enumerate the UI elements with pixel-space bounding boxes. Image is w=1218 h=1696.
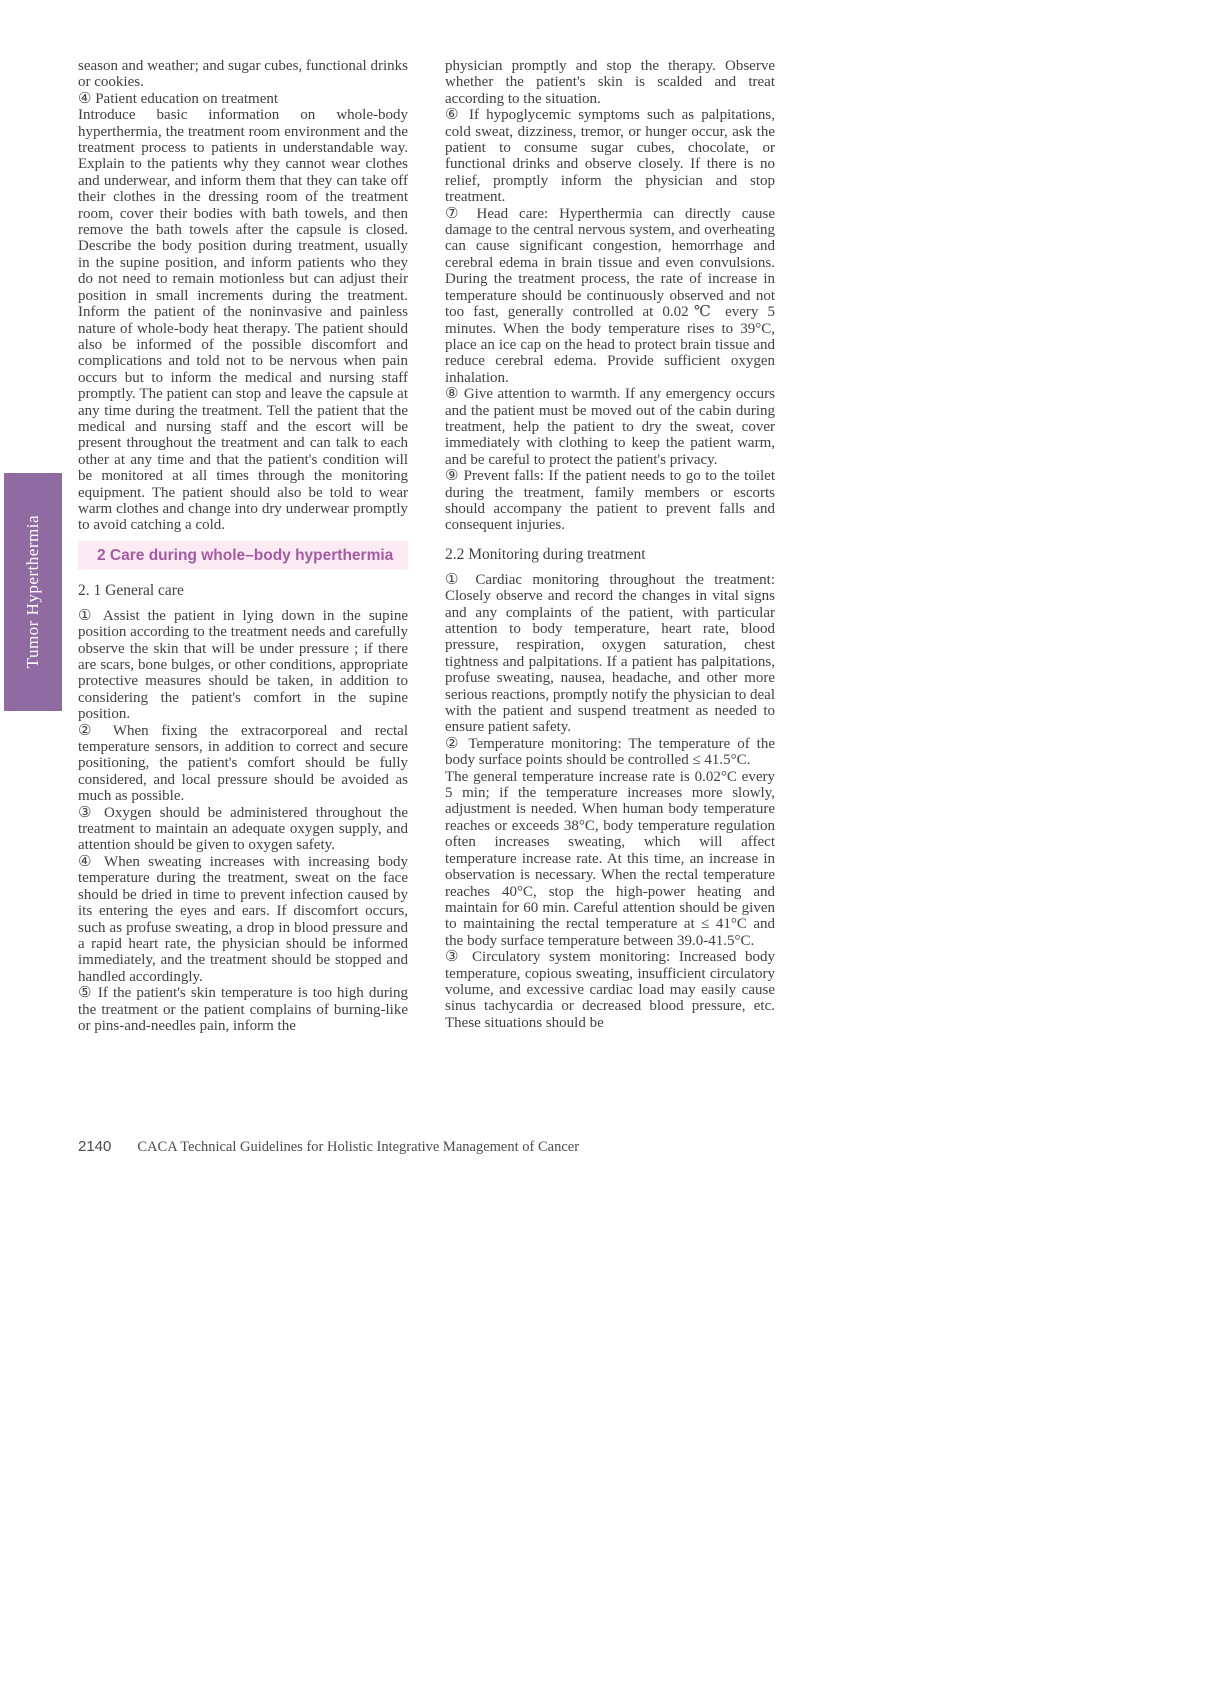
section-heading: 2 Care during whole–body hyperthermia xyxy=(78,541,408,570)
body-paragraph: ⑦ Head care: Hyperthermia can directly cause damage to the central nervous system, and overheating can cause significant congestion, hemorrhage and cerebral edema in brain tissue and even convulsions. During the treatment process, the rate of increase in temperature should be continuously observed and not too fast, generally controlled at 0.02℃ every 5 minutes. When the body temperature rises to 39°C, place an ice cap on the head to protect brain tissue and reduce cerebral edema. Provide sufficient oxygen inhalation. xyxy=(445,205,775,386)
body-paragraph: ④ Patient education on treatment xyxy=(78,90,279,107)
body-paragraph: ⑥ If hypoglycemic symptoms such as palpitations, cold sweat, dizziness, tremor, or hunger occur, ask the patient to consume sugar cubes, chocolate, or functional drinks and observe closely. If there is no relief, promptly inform the physician and stop treatment. xyxy=(445,107,775,206)
chapter-side-tab xyxy=(4,473,62,711)
body-paragraph: ⑧ Give attention to warmth. If any emergency occurs and the patient must be moved out of the cabin during treatment, help the patient to dry the sweat, cover immediately with clothing to keep the patient warm, and be careful to protect the patient's privacy. xyxy=(445,386,775,468)
left-column xyxy=(78,58,408,1034)
body-paragraph: ⑨ Prevent falls: If the patient needs to go to the toilet during the treatment, family members or escorts should accompany the patient to prevent falls and consequent injuries. xyxy=(445,468,775,534)
body-paragraph: ② Temperature monitoring: The temperature of the body surface points should be controlled ≤ 41.5°C. xyxy=(445,735,775,769)
body-paragraph: ③ Oxygen should be administered throughout the treatment to maintain an adequate oxygen supply, and attention should be given to oxygen safety. xyxy=(78,804,408,854)
page-footer xyxy=(78,1138,579,1156)
subsection-heading: 2.2 Monitoring during treatment xyxy=(445,545,646,563)
body-paragraph: ⑤ If the patient's skin temperature is too high during the treatment or the patient complains of burning-like or pins-and-needles pain, inform the xyxy=(78,985,408,1034)
body-paragraph: The general temperature increase rate is 0.02°C every 5 min; if the temperature increases more slowly, adjustment is needed. When human body temperature reaches or exceeds 38°C, body temperature regulation often increases sweating, which will affect temperature increase rate. At this time, an increase in observation is necessary. When the rectal temperature reaches 40°C, stop the high-power heating and maintain for 60 min. Careful attention should be given to maintaining the rectal temperature at ≤ 41°C and the body surface temperature between 39.0-41.5°C. xyxy=(445,768,775,949)
body-paragraph: ② When fixing the extracorporeal and rectal temperature sensors, in addition to correct and secure positioning, the patient's comfort should be fully considered, and local pressure should be avoided as much as possible. xyxy=(78,722,408,805)
right-column xyxy=(445,58,775,1034)
subsection-heading: 2. 1 General care xyxy=(78,581,184,599)
book-title: CACA Technical Guidelines for Holistic Integrative Management of Cancer xyxy=(137,1139,580,1155)
body-paragraph: ③ Circulatory system monitoring: Increased body temperature, copious sweating, insufficient circulatory volume, and excessive cardiac load may easily cause sinus tachycardia or decreased blood pressure, etc. These situations should be xyxy=(445,949,775,1031)
body-paragraph: physician promptly and stop the therapy. Observe whether the patient's skin is scalded and treat according to the situation. xyxy=(445,58,775,107)
body-paragraph: Introduce basic information on whole-body hyperthermia, the treatment room environment and the treatment process to patients in understandable way. Explain to the patients why they cannot wear clothes and underwear, and inform them that they can take off their clothes in the dressing room of the treatment room, cover their bodies with bath towels, and then remove the bath towels after the capsule is closed. Describe the body position during treatment, usually in the supine position, and inform patients who they do not need to remain motionless but can adjust their position in small increments during the treatment. Inform the patient of the noninvasive and painless nature of whole-body heat therapy. The patient should also be informed of the possible discomfort and complications and told not to be nervous when pain occurs but to inform the medical and nursing staff promptly. The patient can stop and leave the capsule at any time during the treatment. Tell the patient that the medical and nursing staff and the escort will be present throughout the treatment and can talk to each other at any time and that the patient's condition will be monitored at all times through the monitoring equipment. The patient should also be told to wear warm clothes and change into dry underwear promptly to avoid catching a cold. xyxy=(78,107,408,534)
page-number: 2140 xyxy=(78,1138,112,1155)
body-paragraph: ① Assist the patient in lying down in the supine position according to the treatment needs and carefully observe the skin that will be under pressure ; if there are scars, bone bulges, or other conditions, appropriate protective measures should be taken, in addition to considering the patient's comfort in the supine position. xyxy=(78,607,408,723)
body-paragraph: ① Cardiac monitoring throughout the treatment: Closely observe and record the changes in vital signs and any complaints of the patient, with particular attention to body temperature, heart rate, blood pressure, respiration, oxygen saturation, chest tightness and palpitations. If a patient has palpitations, profuse sweating, nausea, headache, and other more serious reactions, promptly notify the physician to deal with the patient and suspend treatment as needed to ensure patient safety. xyxy=(445,571,775,736)
two-column-text-area xyxy=(78,58,775,1034)
body-paragraph: ④ When sweating increases with increasing body temperature during the treatment, sweat on the face should be dried in time to prevent infection caused by its entering the eyes and ears. If discomfort occurs, such as profuse sweating, a drop in blood pressure and a rapid heart rate, the physician should be informed immediately, and the treatment should be stopped and handled accordingly. xyxy=(78,853,408,985)
chapter-side-tab-label: Tumor Hyperthermia xyxy=(23,515,42,669)
body-paragraph: season and weather; and sugar cubes, functional drinks or cookies. xyxy=(78,58,408,91)
